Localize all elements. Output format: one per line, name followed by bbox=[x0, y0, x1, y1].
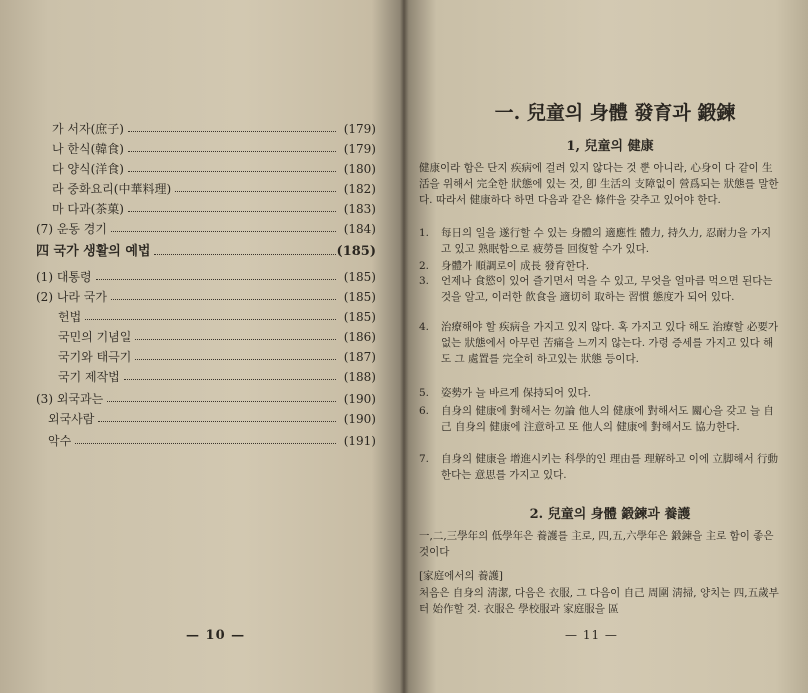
toc-leader bbox=[128, 160, 336, 172]
toc-label: 악수 bbox=[48, 434, 72, 448]
item-number: 5. bbox=[419, 387, 430, 399]
toc-label: 국기 제작법 bbox=[58, 370, 120, 384]
toc-row bbox=[36, 120, 376, 138]
toc-label: 헌법 bbox=[58, 310, 82, 324]
toc-row bbox=[36, 308, 376, 326]
toc-leader bbox=[75, 432, 336, 444]
toc-row bbox=[36, 160, 376, 178]
toc-label: 나 한식(韓食) bbox=[52, 142, 124, 156]
toc-label: 四 국가 생활의 예법 bbox=[36, 244, 151, 259]
toc-page: (182) bbox=[343, 182, 376, 196]
toc-leader bbox=[111, 288, 336, 300]
toc-page: (191) bbox=[343, 434, 376, 448]
toc-label: 다 양식(洋食) bbox=[52, 162, 124, 176]
toc-page: (186) bbox=[343, 330, 376, 344]
left-page bbox=[0, 0, 395, 693]
toc-row bbox=[36, 328, 376, 346]
toc-row bbox=[36, 140, 376, 158]
toc-page: (185) bbox=[336, 244, 376, 259]
toc-row bbox=[36, 288, 376, 306]
toc-leader bbox=[107, 390, 336, 402]
toc-page: (179) bbox=[343, 142, 376, 156]
toc-leader bbox=[154, 243, 336, 255]
toc-row bbox=[36, 348, 376, 366]
page-number-right: — 11 — bbox=[565, 628, 618, 642]
toc-row bbox=[36, 410, 376, 428]
toc-page: (187) bbox=[343, 350, 376, 364]
item-number: 4. bbox=[419, 321, 430, 333]
toc-label: (7) 운동 경기 bbox=[36, 222, 107, 236]
toc-leader bbox=[135, 348, 336, 360]
toc-leader bbox=[128, 140, 336, 152]
intro-paragraph: 健康이라 함은 단지 疾病에 걸려 있지 않다는 것 뿐 아니라, 心身이 다 같이 生活을 위해서 完全한 狀態에 있는 것, 卽 生活의 支障없이 營爲되는 狀態를 말한다. 따라서 健康하다 하면 다음과 같은 條件을 갖추고 있어야 한다. bbox=[419, 162, 779, 206]
toc-label: 외국사람 bbox=[48, 412, 95, 426]
toc-row bbox=[36, 432, 376, 450]
toc-page: (179) bbox=[343, 122, 376, 136]
item-text: 姿勢가 늘 바르게 保持되어 있다. bbox=[441, 387, 591, 399]
item-number: 6. bbox=[419, 405, 430, 417]
item-number: 2. bbox=[419, 260, 430, 272]
item-text: 언제나 食慾이 있어 즐기면서 먹을 수 있고, 무엇을 얼마큼 먹으면 된다는 것을 알고, 이러한 飮食을 適切히 取하는 習慣 態度가 되어 있다. bbox=[441, 275, 773, 303]
toc-label: 국민의 기념일 bbox=[58, 330, 132, 344]
item-text: 治療해야 할 疾病을 가지고 있지 않다. 혹 가지고 있다 해도 治療할 必要가 없는 狀態에서 아무런 苦痛을 느끼지 않는다. 가령 증세를 가지고 있다 해도 그 處置를 完全히 하고있는 狀態 등이다. bbox=[441, 321, 779, 365]
section2-title: 2. 兒童의 身體 鍛鍊과 養護 bbox=[529, 507, 691, 522]
toc-leader bbox=[85, 308, 336, 320]
toc-label: 마 다과(茶菓) bbox=[52, 202, 124, 216]
item-text: 每日의 일을 遂行할 수 있는 身體의 適應性 體力, 持久力, 忍耐力을 가지고 있고 熟眠함으로 疲勞를 回復할 수가 있다. bbox=[441, 227, 772, 255]
section1-title: 1, 兒童의 健康 bbox=[566, 139, 654, 154]
toc-row bbox=[36, 368, 376, 386]
toc-label: 가 서자(庶子) bbox=[52, 122, 124, 136]
toc-page: (183) bbox=[343, 202, 376, 216]
toc-page: (180) bbox=[343, 162, 376, 176]
subhead-home-care: [家庭에서의 養護] bbox=[419, 570, 503, 582]
toc-leader bbox=[98, 410, 336, 422]
item-number: 7. bbox=[419, 453, 430, 465]
toc-label: 라 중화요리(中華料理) bbox=[52, 182, 172, 196]
item-number: 1. bbox=[419, 227, 430, 239]
toc-leader bbox=[128, 200, 336, 212]
toc-page: (185) bbox=[343, 270, 376, 284]
toc-row bbox=[36, 180, 376, 198]
toc-leader bbox=[96, 268, 336, 280]
toc-page: (184) bbox=[343, 222, 376, 236]
toc-label: (3) 외국과는 bbox=[36, 392, 104, 406]
item-text: 自身의 健康에 對해서는 勿論 他人의 健康에 對해서도 關心을 갖고 늘 自己 自身의 健康에 注意하고 또 他人의 健康에 對해서도 協力한다. bbox=[441, 405, 774, 433]
chapter-title: 一. 兒童의 身體 發育과 鍛鍊 bbox=[494, 102, 736, 124]
toc-leader bbox=[128, 120, 336, 132]
toc-leader bbox=[135, 328, 336, 340]
toc-page: (190) bbox=[343, 412, 376, 426]
right-page bbox=[405, 0, 808, 693]
toc-page: (188) bbox=[343, 370, 376, 384]
toc-page: (190) bbox=[343, 392, 376, 406]
item-text: 自身의 健康을 增進시키는 科學的인 理由를 理解하고 이에 立脚해서 行動한다는 意思를 가지고 있다. bbox=[441, 453, 779, 481]
page-number-left: — 10 — bbox=[186, 628, 246, 643]
toc-row bbox=[36, 390, 376, 408]
item-text: 身體가 順調로이 成長 發育한다. bbox=[441, 260, 590, 272]
toc-row bbox=[36, 268, 376, 286]
toc-row bbox=[36, 243, 376, 261]
toc-page: (185) bbox=[343, 310, 376, 324]
toc-leader bbox=[175, 180, 336, 192]
toc-leader bbox=[124, 368, 336, 380]
toc-label: (1) 대통령 bbox=[36, 270, 92, 284]
item-number: 3. bbox=[419, 275, 430, 287]
toc-page: (185) bbox=[343, 290, 376, 304]
toc-label: (2) 나라 국가 bbox=[36, 290, 107, 304]
toc-row bbox=[36, 200, 376, 218]
toc-leader bbox=[111, 220, 336, 232]
home-care-paragraph: 처음은 自身의 淸潔, 다음은 衣服, 그 다음이 自己 周圍 淸掃, 양치는 四,五歲부터 始作할 것. 衣服은 學校服과 家庭服을 區 bbox=[419, 587, 779, 615]
toc-label: 국기와 태극기 bbox=[58, 350, 132, 364]
section2-paragraph: 一,二,三學年의 低學年은 養護를 主로, 四,五,六學年은 鍛鍊을 主로 함이 좋은 것이다 bbox=[419, 530, 774, 558]
toc-row bbox=[36, 220, 376, 238]
